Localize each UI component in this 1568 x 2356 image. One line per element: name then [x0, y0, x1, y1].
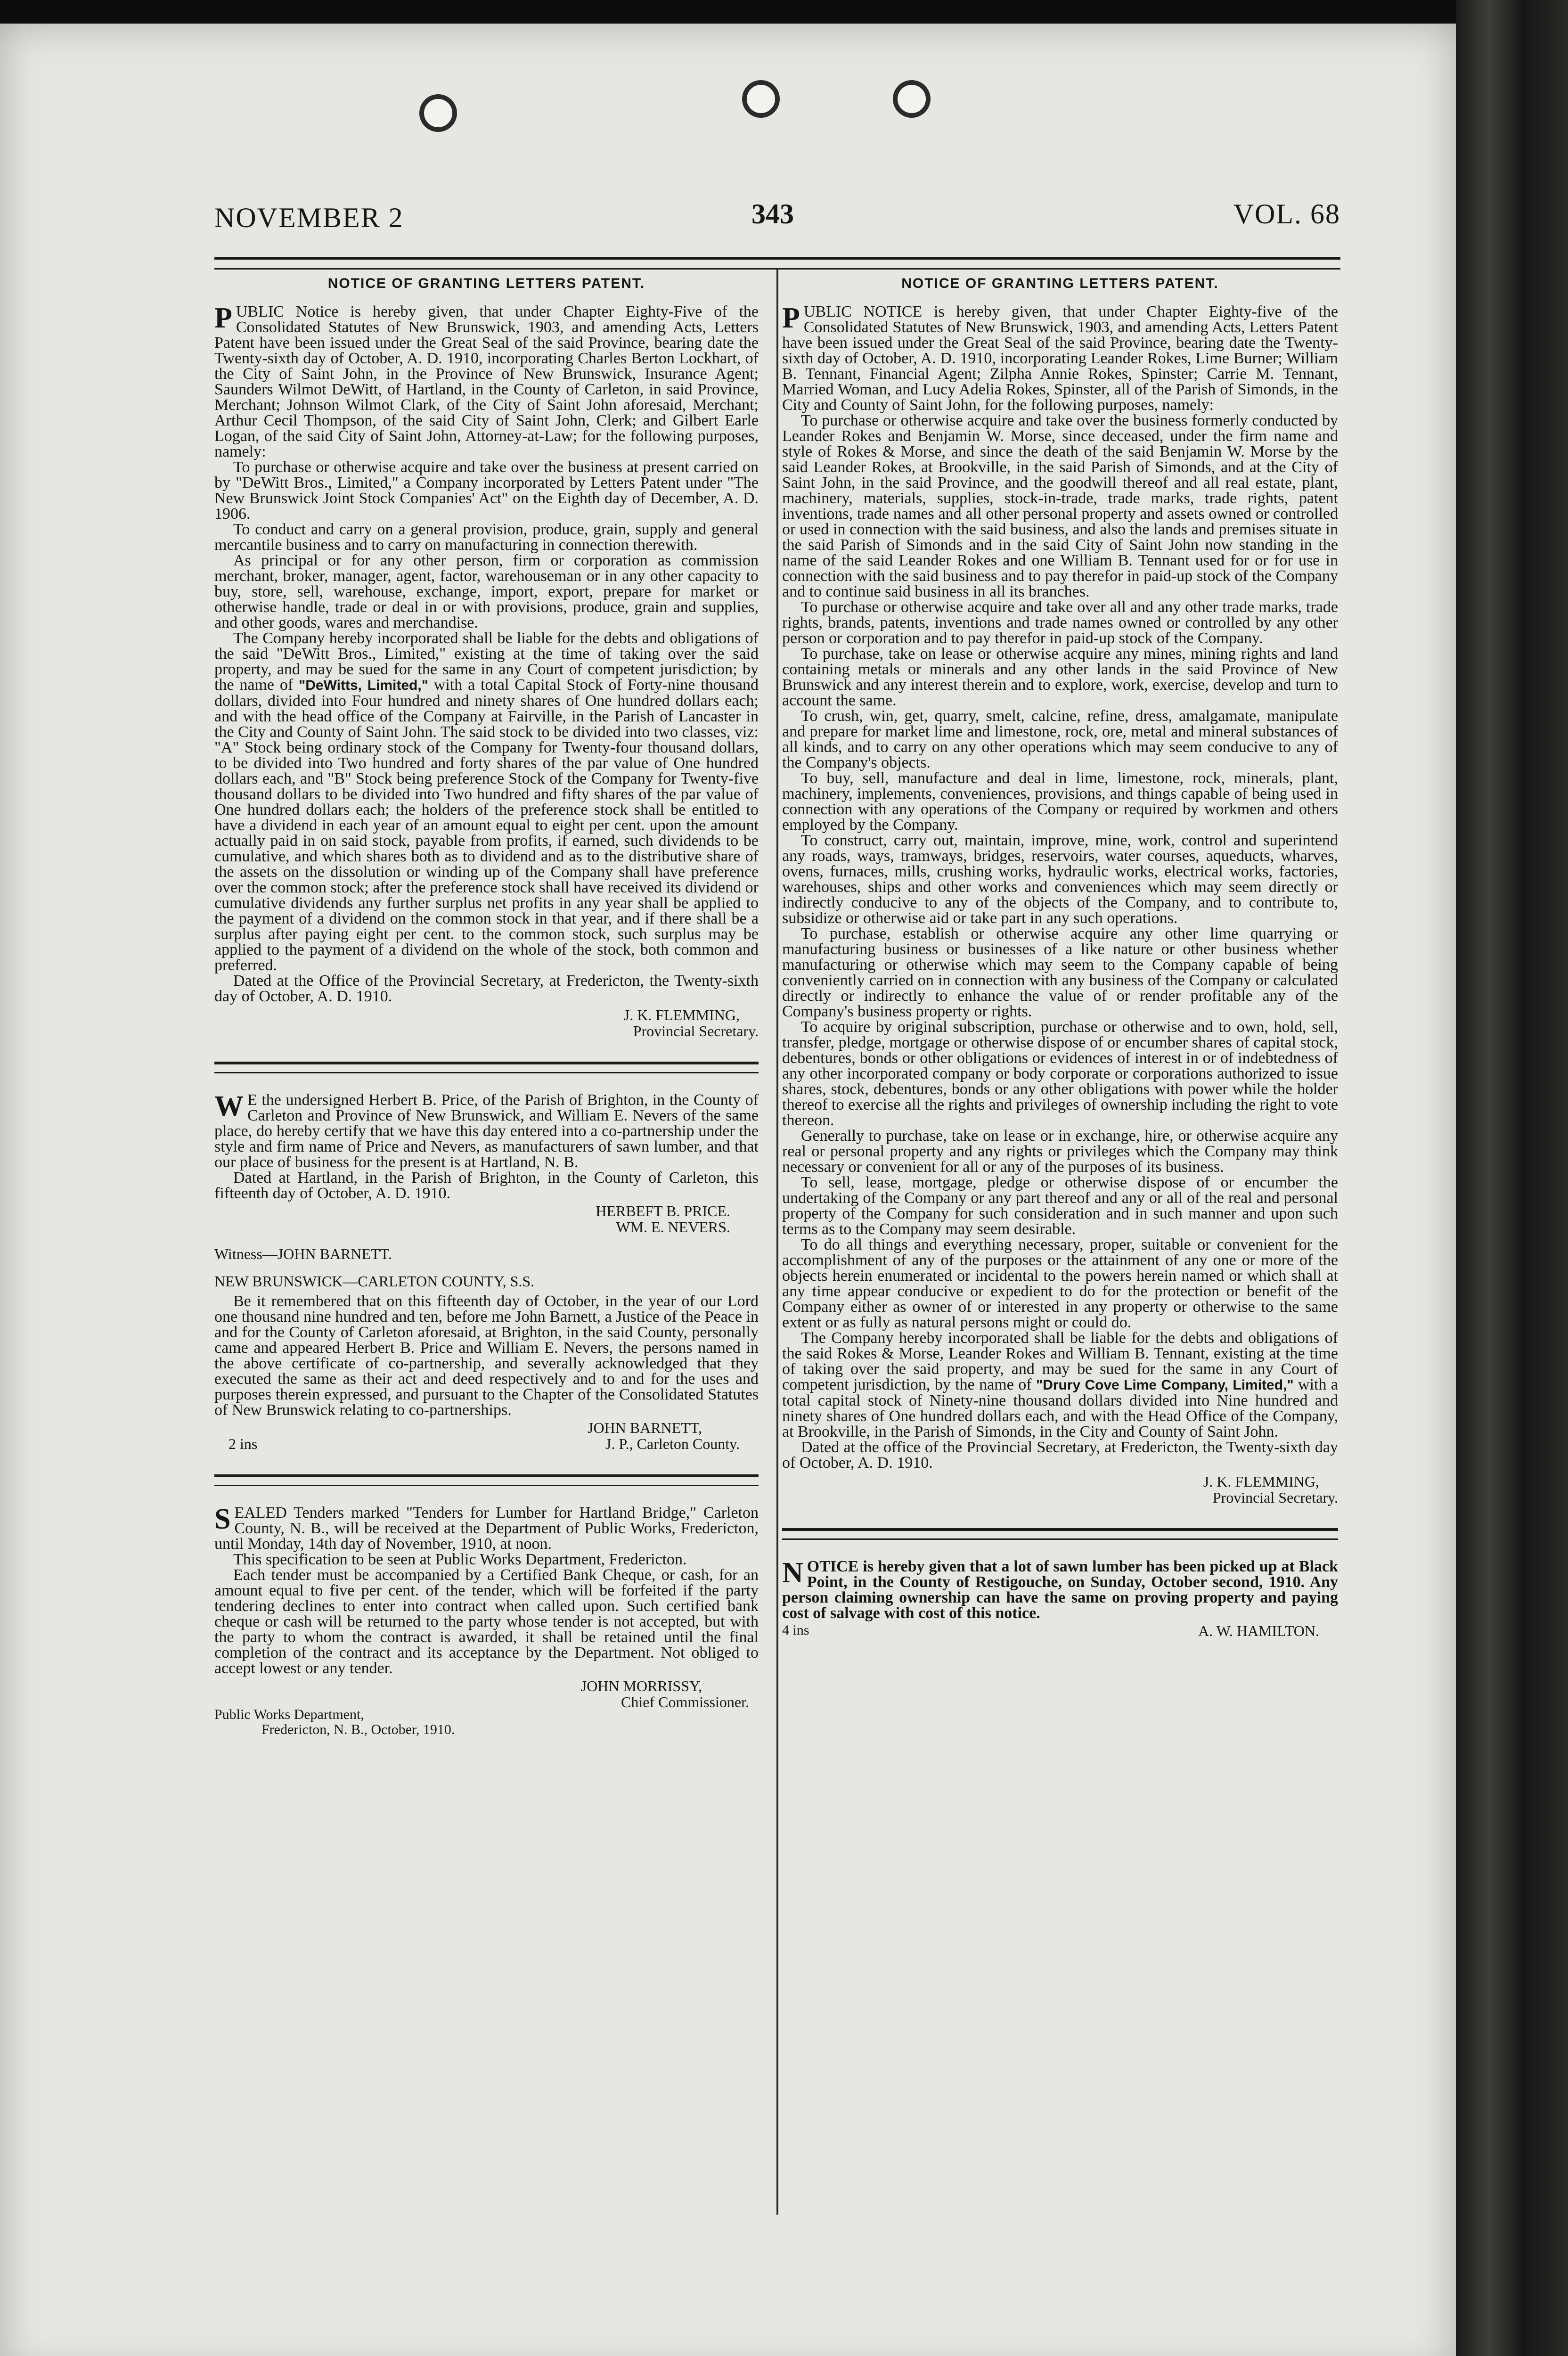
- insertion-row: [782, 1621, 1338, 1639]
- signatory-title: Chief Commissioner.: [621, 1693, 749, 1710]
- company-name: "DeWitts, Limited,": [299, 678, 428, 693]
- page-number: 343: [751, 198, 794, 229]
- notice-paragraph: To crush, win, get, quarry, smelt, calcine, refine, dress, amalgamate, manipulate and prepare for market lime and limestone, rock, ore, metal and mineral substances of all kinds, and to carry on any other operations which may seem conducive to any of the Company's objects.: [782, 707, 1338, 771]
- paragraph-text: The Company hereby incorporated shall be liable for the debts and obligations of the said "DeWitt Bros., Limited," existing at the time of taking over the said property, and may be sued for the same in any Court of competent jurisdiction; by the name of: [214, 630, 759, 694]
- notice-paragraph: As principal or for any other person, firm or corporation as commission merchant, broker, manager, agent, factor, warehouseman or in any other capacity to buy, store, sell, warehouse, exchange, import, export, prepare for market or otherwise handle, trade or deal in or with provisions, produce, grain and supplies, and other goods, wares and merchandise.: [214, 552, 759, 631]
- signatory-name: J. K. FLEMMING,: [1203, 1473, 1319, 1490]
- signatory-name: JOHN BARNETT,: [588, 1419, 702, 1436]
- notice-paragraph: OTICE is hereby given that a lot of sawn lumber has been picked up at Black Point, in the County of Restigouche, on Sunday, October second, 1910. Any person claiming ownership can have the same on proving property and paying cost of salvage with cost of this notice.: [782, 1558, 1338, 1622]
- notice-paragraph: Each tender must be accompanied by a Certified Bank Cheque, or cash, for an amount equal to five per cent. of the tender, which will be forfeited if the party tendering declines to enter into contract when called upon. Such certified bank cheque or cash will be returned to the party whose tender is not accepted, but with the party to whom the contract is awarded, it shall be retained until the final completion of the contract and its acceptance by the Department. Not obliged to accept lowest or any tender.: [214, 1566, 759, 1677]
- company-name: "Drury Cove Lime Company, Limited,": [1036, 1377, 1294, 1393]
- notice-dewitts-limited: [214, 276, 759, 1039]
- paragraph-text: with a total Capital Stock of Forty-nine thousand dollars, divided into Four hundred and ninety shares of One hundred dollars each; and with the head office of the Company at Fairville, in the Parish of Lancaster in the City and County of Saint John. The said stock to be divided into two classes, viz: "A" Stock being ordinary stock of the Company for Twenty-four thousand dollars, to be divided into Two hundred and forty shares of the par value of One hundred dollars each, and "B" Stock being preference Stock of the Company for Twenty-five thousand dollars to be divided into Two hundred and fifty shares of the par value of One hundred dollars each; the holders of the preference stock shall be entitled to have a dividend in each year of an amount equal to eight per cent. upon the amount actually paid in on said stock, payable from profits, if earned, such dividends to be cumulative, and which shares both as to dividend and as to the distributive share of the assets on the dissolution or winding up of the Company shall have preference over the common stock; after the preference stock shall have received its dividend or cumulative dividends any further surplus net profits in any year shall be applied to the payment of a dividend on the common stock in that year, and if there shall be a surplus after paying eight per cent. to the common stock, such surplus may be applied to the payment of a dividend on the whole of the stock, both common and preferred.: [214, 676, 759, 974]
- signatory-name: WM. E. NEVERS.: [616, 1219, 730, 1235]
- dated-line: Dated at the Office of the Provincial Secretary, at Fredericton, the Twenty-sixth day of October, A. D. 1910.: [214, 972, 759, 1005]
- insertion-row: [214, 1436, 759, 1452]
- jurisdiction-heading: NEW BRUNSWICK—CARLETON COUNTY, S.S.: [214, 1273, 535, 1290]
- notice-paragraph: Be it remembered that on this fifteenth day of October, in the year of our Lord one thousand nine hundred and ten, before me John Barnett, a Justice of the Peace in and for the County of Carleton aforesaid, at Brighton, in the said County, personally came and appeared Herbert B. Price and William E. Nevers, the persons named in the above certificate of co-partnership, and severally acknowledged that they executed the same as their act and deed respectively and to and for the uses and purposes therein expressed, and pursuant to the Chapter of the Consolidated Statutes of New Brunswick relating to co-partnerships.: [214, 1293, 759, 1419]
- binding-edge: [1456, 0, 1568, 2356]
- notice-tenders: [214, 1505, 759, 1737]
- punch-hole-right: [893, 80, 931, 118]
- notice-paragraph: To construct, carry out, maintain, improve, mine, work, control and superintend any roads, ways, tramways, bridges, reservoirs, water courses, aqueducts, wharves, ovens, furnaces, mills, crushing works, hydraulic works, electrical works, factories, warehouses, ships and other works and conveniences which may seem directly or indirectly conducive to any of the objects of the Company, and to contribute to, subsidize or otherwise aid or take part in any such operations.: [782, 832, 1338, 927]
- signatory-name: HERBEFT B. PRICE.: [596, 1203, 730, 1219]
- column-divider: [776, 269, 778, 2215]
- notice-separator: [214, 1474, 759, 1486]
- issue-date: NOVEMBER 2: [214, 202, 404, 233]
- signatory-title: Provincial Secretary.: [633, 1023, 759, 1039]
- signature: [782, 1473, 1338, 1505]
- signatory-name: J. K. FLEMMING,: [623, 1006, 740, 1023]
- notice-paragraph: To acquire by original subscription, purchase or otherwise and to own, hold, sell, transfer, pledge, mortgage or otherwise dispose of or encumber shares of capital stock, debentures, bonds or other obligations or evidences of interest in or of indebtedness of any other incorporated company or body corporate or corporations authorized to issue shares, stock, debentures, bonds or any other obligations with power while the holder thereof to exercise all the rights and privileges of ownership including the right to vote thereon.: [782, 1018, 1338, 1129]
- notice-title: NOTICE OF GRANTING LETTERS PATENT.: [327, 276, 645, 291]
- paragraph-text: with a total capital stock of Ninety-nine thousand dollars divided into Nine hundred and ninety shares of One hundred dollars each, and with the Head Office of the Company, at Brookville, in the Parish of Simonds, in the City and County of Saint John.: [782, 1376, 1338, 1440]
- notice-paragraph: To buy, sell, manufacture and deal in lime, limestone, rock, minerals, plant, machinery, implements, conveniences, provisions, and things capable of being used in connection with any operations of the Company or required by workmen and others employed by the Company.: [782, 769, 1338, 834]
- signatory-name: A. W. HAMILTON.: [1198, 1622, 1319, 1639]
- notice-paragraph: Generally to purchase, take on lease or in exchange, hire, or otherwise acquire any real or personal property and any rights or privileges which the Company may think necessary or convenient for all or any of the purposes of its business.: [782, 1127, 1338, 1176]
- page-header: [214, 184, 1340, 240]
- notice-paragraph: To sell, lease, mortgage, pledge or otherwise dispose of or encumber the undertaking of the Company or any part thereof and any or all of the real and personal property of the Company for such consideration and in such manner and upon such terms as to the Company may seem desirable.: [782, 1174, 1338, 1238]
- signatory-name: JOHN MORRISSY,: [580, 1677, 702, 1694]
- insertion-count: 2 ins: [229, 1435, 258, 1452]
- header-rule: [214, 257, 1340, 270]
- dated-line: Dated at Hartland, in the Parish of Brighton, in the County of Carleton, this fifteenth day of October, A. D. 1910.: [214, 1169, 759, 1202]
- signature: [214, 1007, 759, 1039]
- notice-paragraph: E the undersigned Herbert B. Price, of the Parish of Brighton, in the County of Carleton and Province of New Brunswick, and William E. Nevers of the same place, do hereby certify that we have this day entered into a co-partnership under the style and firm name of Price and Nevers, as manufacturers of sawn lumber, and that our place of business for the present is at Hartland, N. B.: [214, 1091, 759, 1171]
- notice-separator: [214, 1062, 759, 1073]
- paragraph-text: The Company hereby incorporated shall be liable for the debts and obligations of the said Rokes & Morse, Leander Rokes and William B. Tennant, existing at the time of taking over the said property, and may be sued for the same in any Court of competent jurisdiction, by the name of: [782, 1329, 1338, 1393]
- notice-paragraph: This specification to be seen at Public Works Department, Fredericton.: [233, 1551, 687, 1568]
- signatory-title: J. P., Carleton County.: [605, 1435, 740, 1452]
- place-date-line: Fredericton, N. B., October, 1910.: [261, 1722, 455, 1737]
- notice-copartnership: [214, 1092, 759, 1452]
- witness-line: Witness—JOHN BARNETT.: [214, 1245, 392, 1262]
- notice-paragraph: To purchase, take on lease or otherwise acquire any mines, mining rights and land containing metals or minerals and any other lands in the said Province of New Brunswick and any interest therein and to explore, work, exercise, develop and turn to account the same.: [782, 645, 1338, 709]
- drop-cap: P: [782, 302, 800, 334]
- notice-sawn-lumber: [782, 1559, 1338, 1639]
- notice-paragraph: UBLIC NOTICE is hereby given, that under Chapter Eighty-five of the Consolidated Statutes of New Brunswick, 1903, and amending Acts, Letters Patent have been issued under the Great Seal of the said Province, bearing date the Twenty-sixth day of October, A. D. 1910, incorporating Leander Rokes, Lime Burner; William B. Tennant, Financial Agent; Zilpha Annie Rokes, Spinster; Carrie M. Tennant, Married Woman, and Lucy Adelia Rokes, Spinster, all of the Parish of Simonds, in the City and County of Saint John, for the following purposes, namely:: [782, 303, 1338, 414]
- notice-paragraph: To purchase, establish or otherwise acquire any other lime quarrying or manufacturing business or businesses of a like nature or other business whether manufacturing or otherwise which may seem to the Company capable of being conveniently carried on in connection with any business of the Company or calculated directly or indirectly to enhance the value of or render profitable any of the Company's business property or rights.: [782, 925, 1338, 1020]
- volume-number: VOL. 68: [1233, 198, 1340, 229]
- notice-paragraph: To purchase or otherwise acquire and take over the business formerly conducted by Leander Rokes and Benjamin W. Morse, since deceased, under the firm name and style of Rokes & Morse, and since the death of the said Benjamin W. Morse by the said Leander Rokes, at Brookville, in the said Parish of Simonds, and at the City of Saint John, in the said Province, and the goodwill thereof and all real estate, plant, machinery, materials, supplies, stock-in-trade, trade marks, trade rights, patent inventions, trade names and all other personal property and assets owned or controlled or used in connection with the said business, and also the lands and premises situate in the said Parish of Simonds and in the said City of Saint John now standing in the name of the said Leander Rokes and one William B. Tennant used for or for use in connection with the said business and to pay therefor in paid-up stock of the Company and to continue said business in all its branches.: [782, 412, 1338, 600]
- notice-separator: [782, 1528, 1338, 1540]
- notice-paragraph: [214, 630, 759, 973]
- left-column: [214, 276, 759, 1737]
- drop-cap: P: [214, 302, 232, 334]
- department-line: Public Works Department,: [214, 1707, 364, 1722]
- signatory-title: Provincial Secretary.: [1212, 1489, 1338, 1506]
- dated-line: Dated at the office of the Provincial Secretary, at Fredericton, the Twenty-sixth day of October, A. D. 1910.: [782, 1439, 1338, 1472]
- notice-paragraph: [782, 1330, 1338, 1440]
- drop-cap: S: [214, 1503, 231, 1535]
- notice-drury-cove-lime: [782, 276, 1338, 1505]
- notice-paragraph: To purchase or otherwise acquire and take over all and any other trade marks, trade rights, brands, patents, inventions and trade names owned or controlled by any other person or corporation and to pay therefor in paid-up stock of the Company.: [782, 598, 1338, 647]
- punch-hole-left: [419, 94, 457, 132]
- right-column: [782, 276, 1338, 1639]
- notice-paragraph: To conduct and carry on a general provision, produce, grain, supply and general mercantile business and to carry on manufacturing in connection therewith.: [214, 521, 759, 554]
- signatures: [214, 1203, 730, 1235]
- punch-hole-middle: [742, 80, 780, 118]
- notice-paragraph: EALED Tenders marked "Tenders for Lumber for Hartland Bridge," Carleton County, N. B., will be received at the Department of Public Works, Fredericton, until Monday, 14th day of November, 1910, at noon.: [214, 1504, 759, 1553]
- drop-cap: N: [782, 1557, 803, 1589]
- notice-paragraph: To purchase or otherwise acquire and take over the business at present carried on by "DeWitt Bros., Limited," a Company incorporated by Letters Patent under "The New Brunswick Joint Stock Companies' Act" on the Eighth day of December, A. D. 1906.: [214, 458, 759, 523]
- drop-cap: W: [214, 1090, 244, 1122]
- notice-title: NOTICE OF GRANTING LETTERS PATENT.: [901, 276, 1219, 291]
- insertion-count: 4 ins: [782, 1622, 809, 1638]
- signature: [214, 1678, 749, 1710]
- notice-paragraph: To do all things and everything necessary, proper, suitable or convenient for the accomplishment of any of the purposes or the attainment of any one or more of the objects herein enumerated or incidental to the powers herein named or which shall at any time appear conducive or expedient to do for the protection or benefit of the Company either as owner of or interested in any property or otherwise to the same extent or as fully as natural persons might or could do.: [782, 1236, 1338, 1331]
- notice-paragraph: UBLIC Notice is hereby given, that under Chapter Eighty-Five of the Consolidated Statutes of New Brunswick, 1903, and amending Acts, Letters Patent have been issued under the Great Seal of the said Province, bearing date the Twenty-sixth day of October, A. D. 1910, incorporating Charles Berton Lockhart, of the City of Saint John, in the Province of New Brunswick, Insurance Agent; Saunders Wilmot DeWitt, of Hartland, in the County of Carleton, in said Province, Merchant; Johnson Wilmot Clark, of the City of Saint John aforesaid, Merchant; Arthur Cecil Thompson, of the said City of Saint John, Clerk; and Gilbert Earle Logan, of the said City of Saint John, Attorney-at-Law; for the following purposes, namely:: [214, 303, 759, 460]
